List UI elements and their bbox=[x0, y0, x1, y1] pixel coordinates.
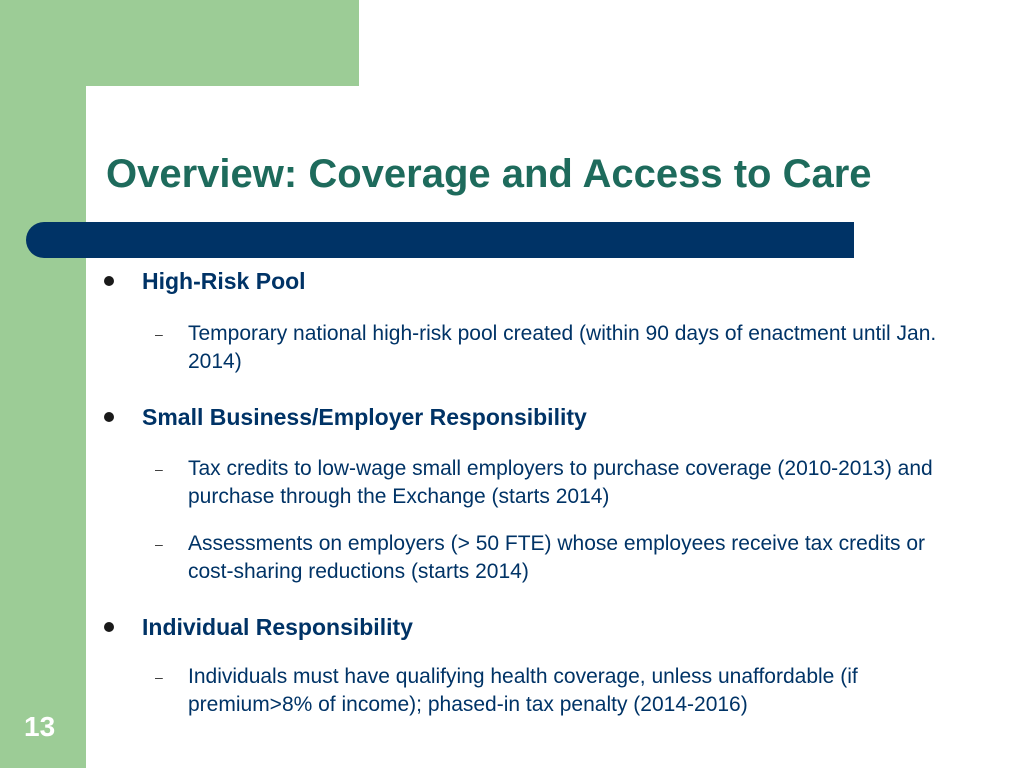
slide-title: Overview: Coverage and Access to Care bbox=[106, 152, 872, 196]
bullet-dot-icon bbox=[104, 412, 114, 422]
bullet-dot-icon bbox=[104, 622, 114, 632]
dash-icon: – bbox=[155, 669, 163, 685]
left-accent-band bbox=[0, 0, 86, 768]
sub-item bbox=[155, 663, 945, 719]
bullet-dot-icon bbox=[104, 276, 114, 286]
sub-item bbox=[155, 320, 945, 376]
bullet-individual-responsibility bbox=[104, 614, 413, 641]
page-number: 13 bbox=[24, 711, 56, 742]
title-underline-bar bbox=[26, 222, 854, 258]
sub-item bbox=[155, 455, 945, 511]
sub-item-text: Individuals must have qualifying health coverage, unless unaffordable (if premium>8% of income); phased-in tax penalty (2014-2016) bbox=[188, 665, 858, 716]
dash-icon: – bbox=[155, 326, 163, 342]
bullet-heading: Small Business/Employer Responsibility bbox=[142, 404, 587, 430]
dash-icon: – bbox=[155, 461, 163, 477]
dash-icon: – bbox=[155, 536, 163, 552]
sub-item-text: Assessments on employers (> 50 FTE) whose employees receive tax credits or cost-sharing reductions (starts 2014) bbox=[188, 532, 926, 583]
bullet-heading: Individual Responsibility bbox=[142, 614, 413, 640]
sub-item-text: Temporary national high-risk pool created (within 90 days of enactment until Jan. 2014) bbox=[188, 322, 937, 373]
top-accent-band bbox=[0, 0, 359, 86]
bullet-small-business bbox=[104, 404, 587, 431]
bullet-high-risk-pool bbox=[104, 268, 306, 295]
bullet-heading: High-Risk Pool bbox=[142, 268, 306, 294]
sub-item bbox=[155, 530, 945, 586]
sub-item-text: Tax credits to low-wage small employers to purchase coverage (2010-2013) and purchase through the Exchange (starts 2014) bbox=[188, 457, 933, 508]
